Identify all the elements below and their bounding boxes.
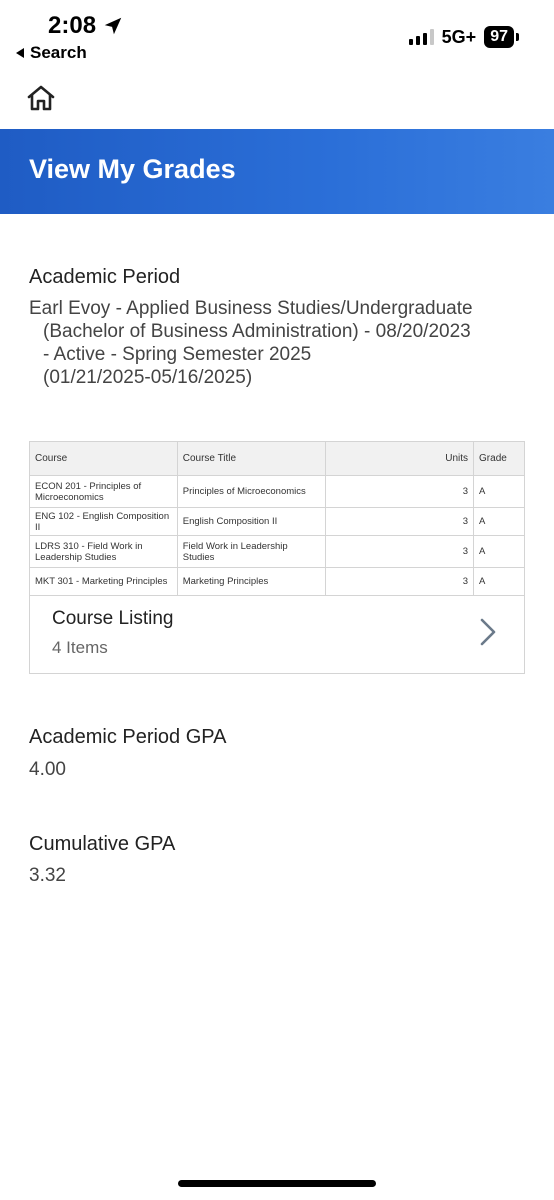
academic-period-line: (01/21/2025-05/16/2025)	[43, 367, 253, 388]
academic-period-gpa-value: 4.00	[29, 759, 66, 780]
column-header-grade[interactable]: Grade	[474, 442, 525, 476]
grade-cell: A	[474, 476, 525, 508]
status-time	[48, 12, 124, 40]
page-title: View My Grades	[29, 154, 236, 184]
column-header-course-title[interactable]: Course Title	[177, 442, 326, 476]
grades-table	[29, 441, 525, 596]
course-title-cell: Marketing Principles	[177, 568, 326, 596]
column-header-units[interactable]: Units	[326, 442, 474, 476]
units-cell: 3	[326, 536, 474, 568]
course-cell: ENG 102 - English Composition II	[30, 508, 178, 536]
course-cell: LDRS 310 - Field Work in Leadership Studies	[30, 536, 178, 568]
location-arrow-icon	[102, 15, 124, 37]
course-cell: MKT 301 - Marketing Principles	[30, 568, 178, 596]
course-cell: ECON 201 - Principles of Microeconomics	[30, 476, 178, 508]
grade-cell: A	[474, 568, 525, 596]
cumulative-gpa-label: Cumulative GPA	[29, 833, 176, 855]
grade-cell: A	[474, 536, 525, 568]
academic-period-line: - Active - Spring Semester 2025	[43, 344, 312, 365]
table-row[interactable]	[30, 536, 525, 568]
units-cell: 3	[326, 476, 474, 508]
home-indicator[interactable]	[178, 1180, 376, 1187]
signal-strength-icon	[409, 29, 434, 45]
table-header-row	[30, 442, 525, 476]
network-type: 5G+	[441, 26, 477, 47]
table-row[interactable]	[30, 476, 525, 508]
academic-period-value	[29, 297, 529, 389]
grade-cell: A	[474, 508, 525, 536]
course-listing-count: 4 Items	[52, 638, 108, 657]
units-cell: 3	[326, 568, 474, 596]
status-bar	[0, 0, 554, 70]
back-arrow-icon	[16, 48, 24, 58]
academic-period-line: (Bachelor of Business Administration) - 08/20/2023	[43, 321, 471, 342]
home-icon[interactable]	[26, 84, 56, 112]
academic-period-line: Earl Evoy - Applied Business Studies/Undergraduate	[29, 298, 473, 319]
cumulative-gpa-value: 3.32	[29, 865, 66, 886]
back-to-search-button[interactable]	[16, 43, 87, 63]
table-row[interactable]	[30, 508, 525, 536]
course-title-cell: Principles of Microeconomics	[177, 476, 326, 508]
course-title-cell: English Composition II	[177, 508, 326, 536]
status-indicators	[409, 26, 514, 48]
battery-icon: 97	[484, 26, 514, 48]
course-listing-button[interactable]	[29, 590, 525, 674]
course-listing-title: Course Listing	[52, 608, 174, 629]
page-header	[0, 129, 554, 214]
course-title-cell: Field Work in Leadership Studies	[177, 536, 326, 568]
status-time-text: 2:08	[48, 12, 97, 39]
academic-period-label: Academic Period	[29, 266, 181, 288]
back-to-search-label: Search	[30, 43, 87, 62]
chevron-right-icon	[480, 618, 496, 646]
academic-period-gpa-label: Academic Period GPA	[29, 726, 227, 748]
column-header-course[interactable]: Course	[30, 442, 178, 476]
units-cell: 3	[326, 508, 474, 536]
